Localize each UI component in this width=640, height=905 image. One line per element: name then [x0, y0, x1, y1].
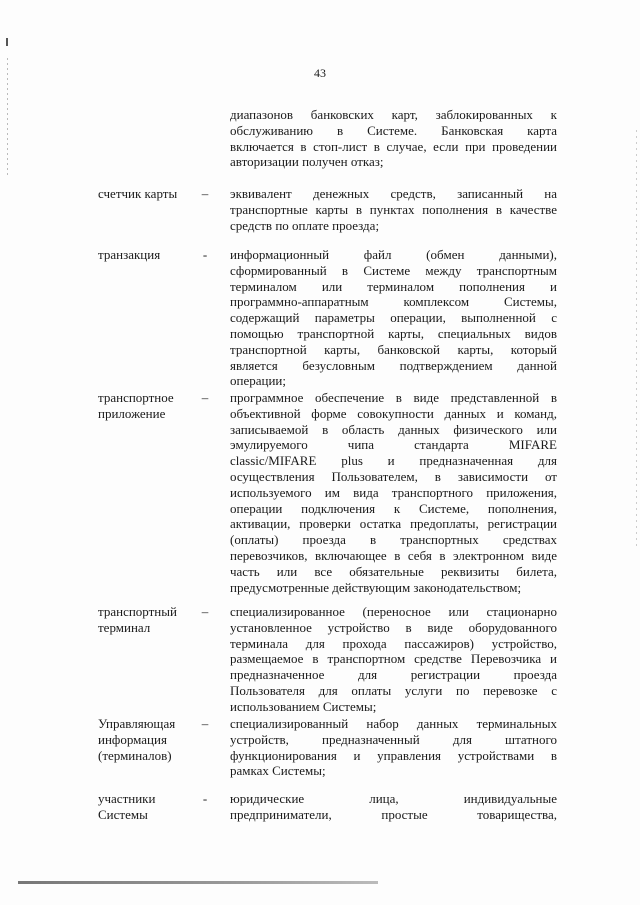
definition-line: диапазонов банковских карт, заблокированных к: [230, 107, 557, 122]
entry-definition: [230, 390, 557, 595]
definition-line: сформированный в Системе между транспортным: [230, 262, 557, 278]
definition-line: специализированное (переносное или стационарно: [230, 604, 557, 619]
scan-edge-dots-right: [636, 130, 637, 550]
entry-dash: –: [201, 604, 209, 619]
definition-line: используемого им вида транспортного приложения,: [230, 484, 557, 500]
entry-term: транзакция: [98, 247, 161, 262]
entry-dash: -: [202, 791, 208, 806]
entry-definition: [230, 791, 557, 823]
definition-line: транспортные карты в пунктах пополнения в качестве: [230, 201, 557, 217]
definition-line: операции подключения к Системе, пополнения,: [230, 500, 557, 516]
scan-bottom-edge: [18, 881, 378, 884]
definition-line: эмулируемого чипа стандарта MIFARE: [230, 437, 557, 453]
definition-line: содержащий параметры операции, выполненной с: [230, 310, 557, 326]
definition-line: средств по оплате проезда;: [230, 217, 380, 233]
definition-line: программно-аппаратным комплексом Системы,: [230, 294, 557, 310]
definition-line: операции;: [230, 373, 286, 389]
definition-line: использованием Системы;: [230, 698, 377, 714]
definition-line: перевозчиков, включающее в себя в электронном виде: [230, 547, 557, 563]
definition-line: часть или все обязательные реквизиты билета,: [230, 563, 557, 579]
entry-term: транспортное приложение: [98, 390, 174, 421]
definition-line: объективной форме совокупности данных и команд,: [230, 405, 557, 421]
scan-edge-mark: [6, 38, 8, 46]
definition-line: помощью транспортной карты, специальных видов: [230, 325, 557, 341]
definition-line: (оплаты) проезда в транспортных средствах: [230, 532, 557, 548]
definition-line: активации, проверки остатка предоплаты, регистрации: [230, 516, 557, 532]
definition-line: предприниматели, простые товарищества,: [230, 806, 557, 822]
definition-line: функционирования и управления устройствами в: [230, 747, 557, 763]
definition-line: является безусловным подтверждением данной: [230, 357, 557, 373]
definition-line: устройств, предназначенный для штатного: [230, 731, 557, 747]
definition-line: терминала для прохода пассажиров) устройство,: [230, 635, 557, 651]
entry-dash: -: [202, 247, 208, 262]
entry-dash: –: [201, 186, 209, 201]
entry-term: Управляющая информация (терминалов): [98, 716, 176, 763]
definition-line: специализированный набор данных терминальных: [230, 716, 557, 731]
definition-line: предназначенное для регистрации проезда: [230, 667, 557, 683]
definition-line: информационный файл (обмен данными),: [230, 247, 557, 262]
definition-line: авторизации получен отказ;: [230, 154, 384, 170]
definition-line: транспортной карты, банковской карты, который: [230, 341, 557, 357]
definition-line: установленное устройство в виде оборудованного: [230, 619, 557, 635]
entry-term: счетчик карты: [98, 186, 178, 201]
definition-line: записываемой в область данных физического или: [230, 421, 557, 437]
definition-line: программное обеспечение в виде представленной в: [230, 390, 557, 405]
definition-line: размещаемое в транспортном средстве Перевозчика и: [230, 651, 557, 667]
entry-dash: –: [201, 716, 209, 731]
page-number: 43: [314, 66, 326, 80]
definition-line: обслуживанию в Системе. Банковская карта: [230, 122, 557, 138]
definition-line: осуществления Пользователем, в зависимости от: [230, 468, 557, 484]
definition-line: classic/MIFARE plus и предназначенная для: [230, 453, 557, 469]
entry-dash: –: [201, 390, 209, 405]
entry-definition: [230, 716, 557, 779]
definition-line: юридические лица, индивидуальные: [230, 791, 557, 806]
definition-line: рамках Системы;: [230, 763, 326, 779]
definition-line: эквивалент денежных средств, записанный на: [230, 186, 557, 201]
definition-line: Пользователя для оплаты услуги по перевозке с: [230, 682, 557, 698]
entry-definition: [230, 186, 557, 233]
entry-term: участники Системы: [98, 791, 156, 822]
definition-line: включается в стоп-лист в случае, если при проведении: [230, 138, 557, 154]
definition-line: предусмотренные действующим законодательством;: [230, 579, 522, 595]
entry-definition: [230, 604, 557, 715]
definition-line: терминалом или терминалом пополнения и: [230, 278, 557, 294]
intro-definition: [230, 107, 557, 170]
entry-definition: [230, 247, 557, 389]
entry-term: транспортный терминал: [98, 604, 177, 635]
